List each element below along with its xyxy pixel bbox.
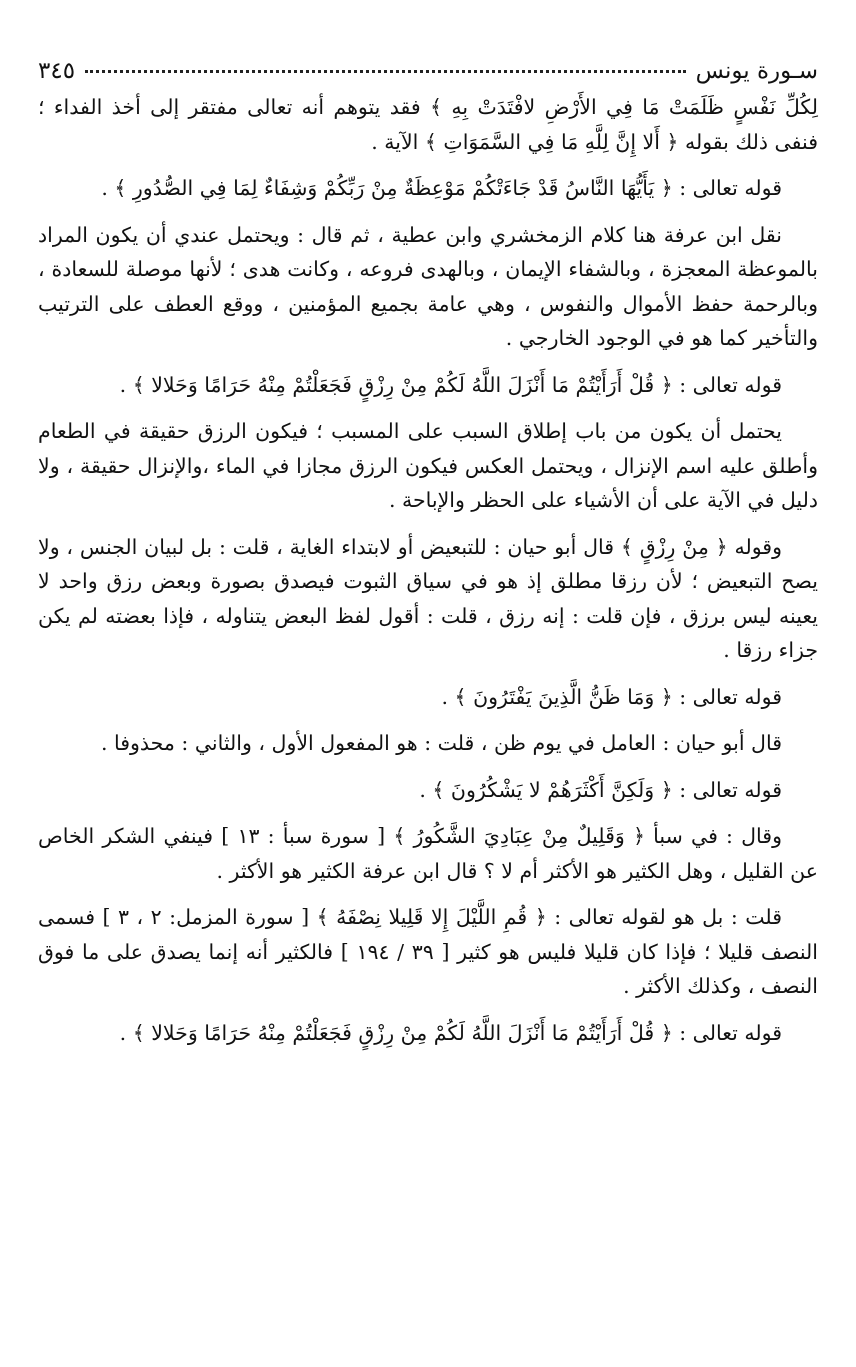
paragraph-4: قوله تعالى : ﴿ قُلْ أَرَأَيْتُمْ مَا أَنْزَلَ اللَّهُ لَكُمْ مِنْ رِزْقٍ فَجَعَلْتُمْ مِنْهُ حَرَامًا وَحَلالا ﴾ .: [119, 372, 782, 397]
surah-title: سـورة يونس: [695, 58, 818, 84]
page-number: ٣٤٥: [38, 58, 76, 84]
paragraph-10: وقال : في سبأ ﴿ وَقَلِيلٌ مِنْ عِبَادِيَ الشَّكُورُ ﴾ [ سورة سبأ : ١٣ ] فينفي الشكر الخاص عن القليل ، وهل الكثير هو الأكثر أم لا ؟ قال ابن عرفة الكثير هو الأكثر .: [38, 824, 818, 883]
header-dot-leader: [85, 70, 686, 73]
paragraph-1: لِكُلِّ نَفْسٍ ظَلَمَتْ مَا فِي الأَرْضِ لافْتَدَتْ بِهِ ﴾ فقد يتوهم أنه تعالى مفتقر إلى أخذ الفداء ؛ فنفى ذلك بقوله ﴿ أَلا إِنَّ لِلَّهِ مَا فِي السَّمَوَاتِ ﴾ الآية .: [38, 95, 818, 154]
paragraph-5: يحتمل أن يكون من باب إطلاق السبب على المسبب ؛ فيكون الرزق حقيقة في الطعام وأطلق عليه اسم الإنزال ، ويحتمل العكس فيكون الرزق مجازا في الماء ،والإنزال حقيقة ، ولا دليل في الآية على أن الأشياء على الحظر والإباحة .: [38, 419, 818, 512]
paragraph-12: قوله تعالى : ﴿ قُلْ أَرَأَيْتُمْ مَا أَنْزَلَ اللَّهُ لَكُمْ مِنْ رِزْقٍ فَجَعَلْتُمْ مِنْهُ حَرَامًا وَحَلالا ﴾ .: [119, 1020, 782, 1045]
book-page: [38, 56, 818, 1062]
paragraph-6: وقوله ﴿ مِنْ رِزْقٍ ﴾ قال أبو حيان : للتبعيض أو لابتداء الغاية ، قلت : بل لبيان الجنس ، ولا يصح التبعيض ؛ لأن رزقا مطلق إذ هو في سياق الثبوت فيصدق بصورة وبعض رزق واحد لا يعينه ليس برزق ، فإن قلت : إنه رزق ، قلت : أقول لفظ البعض يتناوله ، فإذا بعضته لم يكن جزاء رزقا .: [38, 534, 818, 662]
paragraph-11: قلت : بل هو لقوله تعالى : ﴿ قُمِ اللَّيْلَ إِلا قَلِيلا نِصْفَهُ ﴾ [ سورة المزمل: ٢ ، ٣ ] فسمى النصف قليلا ؛ فإذا كان قليلا فليس هو كثير [ ٣٩ / ١٩٤ ] فالكثير أنه إنما يصدق على ما فوق النصف ، وكذلك الأكثر .: [38, 905, 818, 998]
running-header: [38, 56, 818, 86]
paragraph-3: نقل ابن عرفة هنا كلام الزمخشري وابن عطية ، ثم قال : ويحتمل عندي أن يكون المراد بالموعظة المعجزة ، وبالشفاء الإيمان ، وبالهدى فروعه ، وكانت هدى ؛ لأنها موصلة للسعادة ، وبالرحمة حفظ الأموال والنفوس ، وهي عامة بجميع المؤمنين ، ووقع العطف على الترتيب والتأخير كما هو في الوجود الخارجي .: [38, 222, 818, 350]
paragraph-9: قوله تعالى : ﴿ وَلَكِنَّ أَكْثَرَهُمْ لا يَشْكُرُونَ ﴾ .: [419, 777, 782, 802]
paragraph-7: قوله تعالى : ﴿ وَمَا ظَنُّ الَّذِينَ يَفْتَرُونَ ﴾ .: [441, 684, 782, 709]
paragraph-2: قوله تعالى : ﴿ يَأَيُّهَا النَّاسُ قَدْ جَاءَتْكُمْ مَوْعِظَةٌ مِنْ رَبِّكُمْ وَشِفَاءٌ لِمَا فِي الصُّدُورِ ﴾ .: [101, 176, 782, 200]
paragraph-8: قال أبو حيان : العامل في يوم ظن ، قلت : هو المفعول الأول ، والثاني : محذوفا .: [100, 731, 782, 755]
